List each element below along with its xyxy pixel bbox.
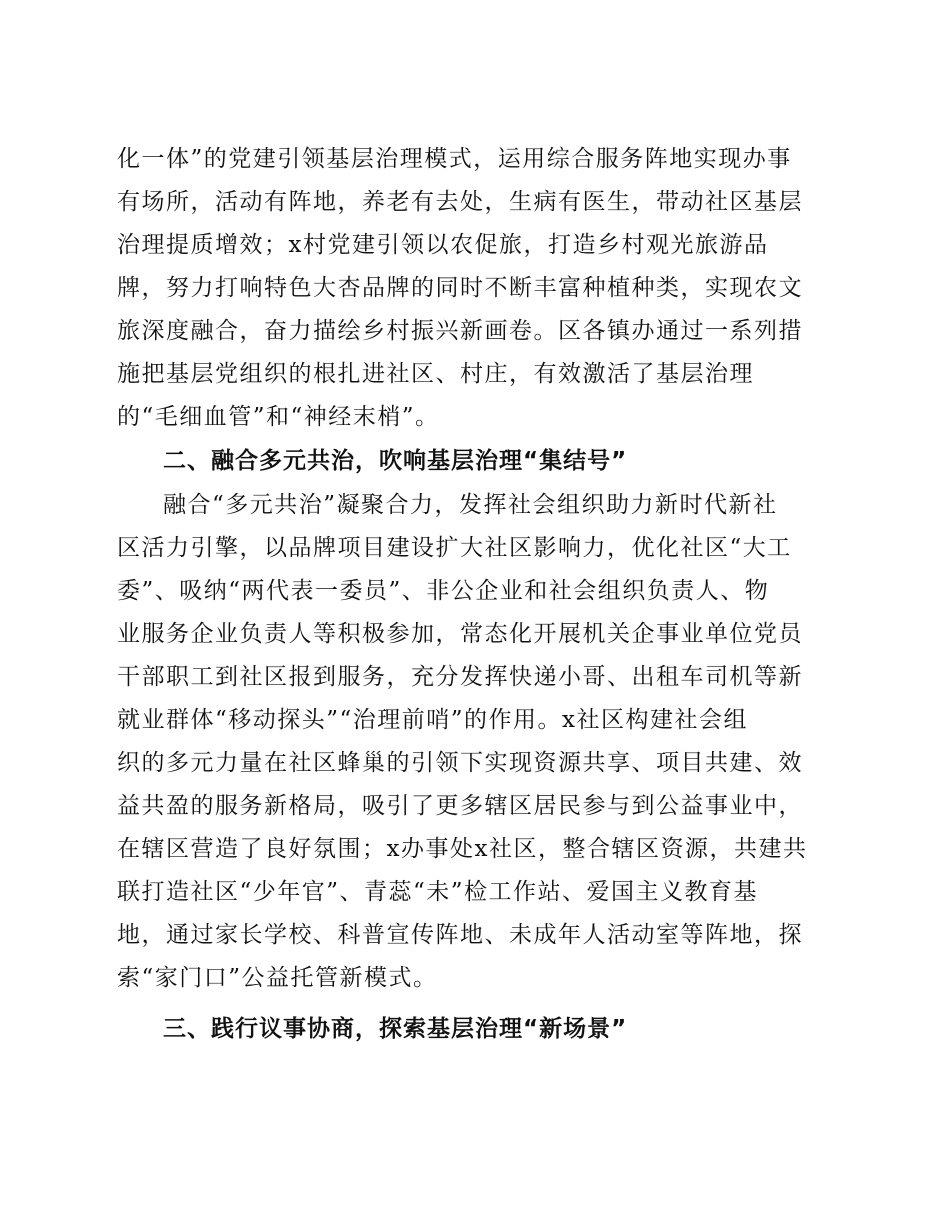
- paragraph-line: 干部职工到社区报到服务，充分发挥快递小哥、出租车司机等新: [117, 664, 803, 690]
- paragraph-line: 区活力引擎，以品牌项目建设扩大社区影响力，优化社区“大工: [117, 535, 792, 561]
- paragraph-line: 就业群体“移动探头”“治理前哨”的作用。x社区构建社会组: [117, 707, 749, 733]
- section-heading: 二、融合多元共治，吹响基层治理“集结号”: [163, 448, 628, 474]
- paragraph-line: 益共盈的服务新格局，吸引了更多辖区居民参与到公益事业中，: [117, 793, 803, 819]
- paragraph-line: 索“家门口”公益托管新模式。: [117, 965, 438, 991]
- section-heading: 三、践行议事协商，探索基层治理“新场景”: [163, 1016, 628, 1042]
- paragraph-line: 牌，努力打响特色大杏品牌的同时不断丰富种植种类，实现农文: [117, 275, 803, 301]
- paragraph-line: 在辖区营造了良好氛围；x办事处x社区，整合辖区资源，共建共: [117, 836, 808, 862]
- paragraph-line: 治理提质增效；x村党建引领以农促旅，打造乡村观光旅游品: [117, 232, 769, 258]
- paragraph-line: 委”、吸纳“两代表一委员”、非公企业和社会组织负责人、物: [117, 578, 770, 604]
- paragraph-line: 联打造社区“少年官”、青蕊“未”检工作站、爱国主义教育基: [117, 879, 759, 905]
- paragraph-line: 地，通过家长学校、科普宣传阵地、未成年人活动室等阵地，探: [117, 922, 803, 948]
- paragraph-line: 化一体”的党建引领基层治理模式，运用综合服务阵地实现办事: [117, 146, 792, 172]
- paragraph-line: 旅深度融合，奋力描绘乡村振兴新画卷。区各镇办通过一系列措: [117, 318, 803, 344]
- paragraph-line: 施把基层党组织的根扎进社区、村庄，有效激活了基层治理: [117, 361, 754, 387]
- paragraph-line: 融合“多元共治”凝聚合力，发挥社会组织助力新时代新社: [163, 492, 778, 518]
- paragraph-line: 有场所，活动有阵地，养老有去处，生病有医生，带动社区基层: [117, 189, 803, 215]
- paragraph-line: 业服务企业负责人等积极参加，常态化开展机关企事业单位党员: [117, 621, 803, 647]
- paragraph-line: 织的多元力量在社区蜂巢的引领下实现资源共享、项目共建、效: [117, 750, 803, 776]
- paragraph-line: 的“毛细血管”和“神经末梢”。: [117, 404, 440, 430]
